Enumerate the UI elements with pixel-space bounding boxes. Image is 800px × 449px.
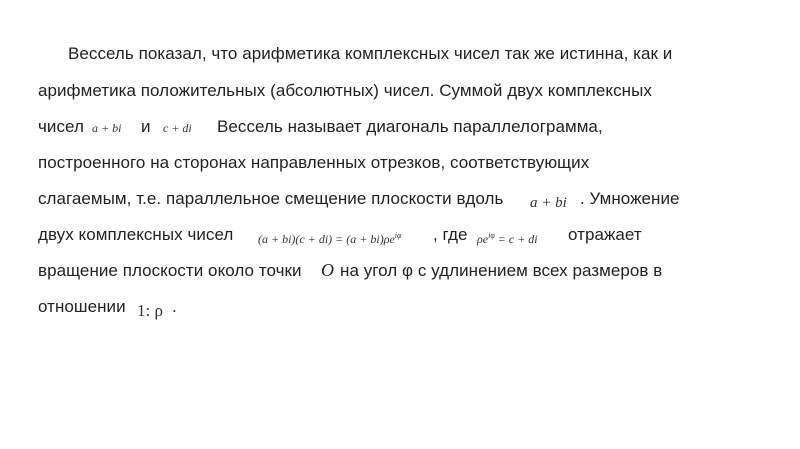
formula-rho-e-exponent: iφ xyxy=(488,231,495,240)
paragraph-line-8-start: отношении xyxy=(38,297,126,316)
point-o: O xyxy=(321,260,335,280)
formula-ratio: 1: ρ xyxy=(137,301,163,320)
paragraph-line-6-start: двух комплексных чисел xyxy=(38,225,234,244)
paragraph-line-8-end: . xyxy=(172,297,177,316)
paragraph-line-1: Вессель показал, что арифметика комплексных чисел так же истинна, как и xyxy=(68,44,673,63)
paragraph-line-3-end: Вессель называет диагональ параллелограмма, xyxy=(217,117,603,136)
paragraph-line-4: построенного на сторонах направленных отрезков, соответствующих xyxy=(38,153,590,172)
formula-c-plus-di: c + di xyxy=(163,121,192,135)
formula-a-plus-bi: a + bi xyxy=(92,121,122,135)
formula-a-plus-bi-shift: a + bi xyxy=(530,195,567,211)
formula-product-exponent: iφ xyxy=(394,231,402,240)
paragraph-line-3-start: чисел xyxy=(38,117,84,136)
paragraph-line-6-end: отражает xyxy=(568,225,642,244)
paragraph-line-7-end: на угол φ с удлинением всех размеров в xyxy=(340,261,663,280)
paragraph-line-7-start: вращение плоскости около точки xyxy=(38,261,302,280)
formula-product xyxy=(258,231,401,247)
formula-rho-e-rest: = c + di xyxy=(494,232,538,246)
formula-product-body: (a + bi)(c + di) = (a + bi)ρe xyxy=(258,232,395,246)
formula-rho-e-base: ρe xyxy=(477,232,489,246)
paragraph-line-2: арифметика положительных (абсолютных) чисел. Суммой двух комплексных xyxy=(38,81,652,100)
paragraph-line-6-where: , где xyxy=(433,225,468,244)
paragraph-line-3-and: и xyxy=(141,117,151,136)
paragraph-line-5-end: . Умножение xyxy=(580,189,680,208)
paragraph-line-5-start: слагаемым, т.е. параллельное смещение плоскости вдоль xyxy=(38,189,504,208)
formula-rho-e xyxy=(477,231,538,247)
